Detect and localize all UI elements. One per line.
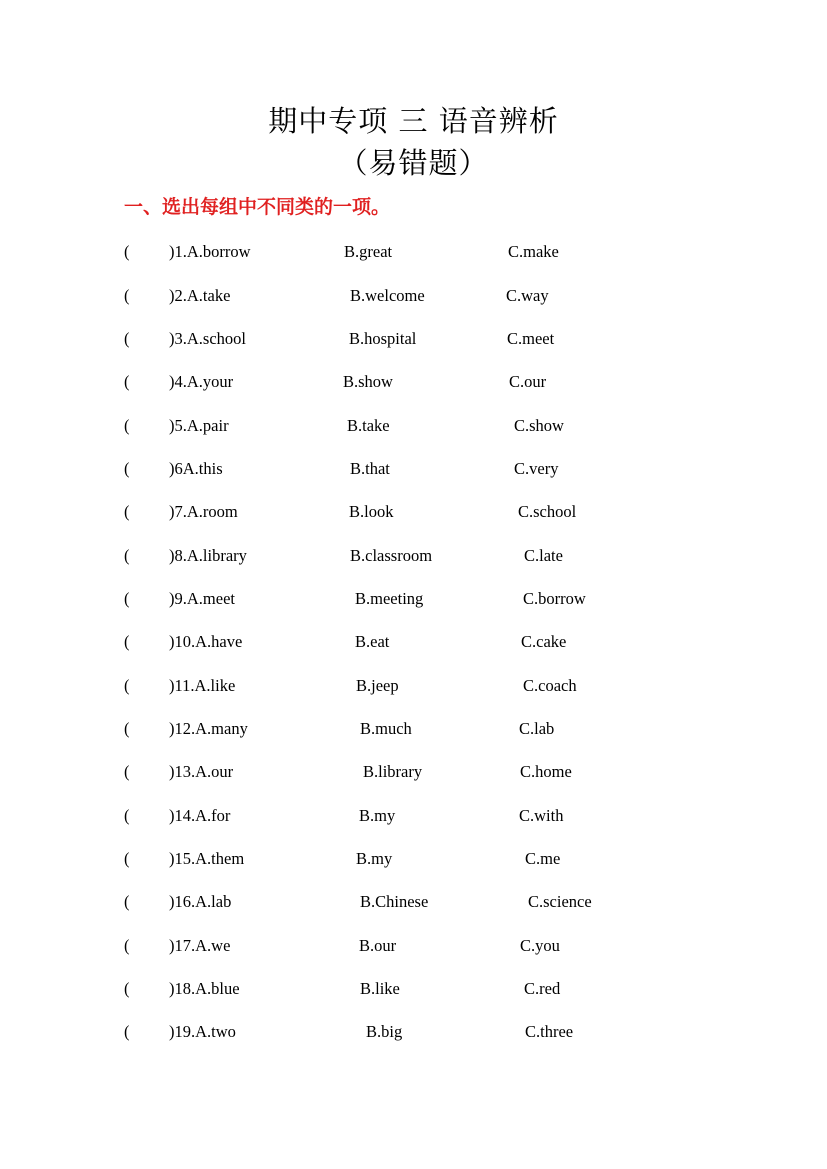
question-row [0,371,827,393]
question-row [0,805,827,827]
option-a: )10.A.have [169,632,243,651]
answer-blank[interactable]: ( [124,459,130,478]
answer-blank[interactable]: ( [124,329,130,348]
question-row [0,761,827,783]
answer-blank[interactable]: ( [124,979,130,998]
option-a: )17.A.we [169,936,231,955]
question-row [0,718,827,740]
option-b: B.welcome [350,286,425,305]
question-row [0,935,827,957]
option-c: C.meet [507,329,555,348]
answer-blank[interactable]: ( [124,372,130,391]
option-b: B.hospital [349,329,417,348]
option-a: )8.A.library [169,546,247,565]
option-a: )6A.this [169,459,223,478]
option-c: C.make [508,242,559,261]
option-a: )4.A.your [169,372,234,391]
section-heading: 一、选出每组中不同类的一项。 [124,196,391,218]
option-a: )2.A.take [169,286,231,305]
answer-blank[interactable]: ( [124,849,130,868]
question-row [0,588,827,610]
question-row [0,631,827,653]
option-b: B.my [356,849,393,868]
option-a: )14.A.for [169,806,231,825]
question-row [0,675,827,697]
answer-blank[interactable]: ( [124,546,130,565]
question-row [0,285,827,307]
option-a: )13.A.our [169,762,234,781]
option-c: C.coach [523,676,577,695]
option-c: C.school [518,502,577,521]
option-c: C.science [528,892,592,911]
option-c: C.home [520,762,572,781]
option-b: B.meeting [355,589,424,608]
answer-blank[interactable]: ( [124,936,130,955]
question-row [0,891,827,913]
answer-blank[interactable]: ( [124,762,130,781]
option-a: )12.A.many [169,719,248,738]
option-c: C.very [514,459,559,478]
option-a: )19.A.two [169,1022,236,1041]
option-c: C.three [525,1022,574,1041]
option-c: C.you [520,936,560,955]
option-b: B.much [360,719,412,738]
option-a: )15.A.them [169,849,245,868]
option-a: )9.A.meet [169,589,235,608]
option-b: B.like [360,979,400,998]
option-a: )5.A.pair [169,416,229,435]
answer-blank[interactable]: ( [124,242,130,261]
option-c: C.me [525,849,561,868]
option-c: C.red [524,979,561,998]
option-c: C.late [524,546,563,565]
option-b: B.classroom [350,546,433,565]
option-b: B.that [350,459,390,478]
option-b: B.great [344,242,393,261]
question-row [0,415,827,437]
answer-blank[interactable]: ( [124,1022,130,1041]
option-a: )11.A.like [169,676,236,695]
page-subtitle: （易错题） [338,146,489,180]
option-a: )1.A.borrow [169,242,251,261]
option-b: B.our [359,936,397,955]
question-row [0,848,827,870]
option-c: C.show [514,416,564,435]
answer-blank[interactable]: ( [124,502,130,521]
option-b: B.show [343,372,393,391]
option-c: C.lab [519,719,555,738]
question-row [0,328,827,350]
option-c: C.cake [521,632,567,651]
answer-blank[interactable]: ( [124,632,130,651]
page-title: 期中专项 三 语音辨析 [268,104,559,138]
question-row [0,241,827,263]
option-c: C.our [509,372,547,391]
option-a: )7.A.room [169,502,238,521]
option-b: B.big [366,1022,403,1041]
option-b: B.look [349,502,394,521]
option-c: C.way [506,286,549,305]
answer-blank[interactable]: ( [124,719,130,738]
answer-blank[interactable]: ( [124,676,130,695]
question-row [0,501,827,523]
option-b: B.Chinese [360,892,429,911]
option-a: )18.A.blue [169,979,240,998]
answer-blank[interactable]: ( [124,806,130,825]
question-row [0,458,827,480]
answer-blank[interactable]: ( [124,589,130,608]
option-b: B.eat [355,632,390,651]
answer-blank[interactable]: ( [124,286,130,305]
answer-blank[interactable]: ( [124,416,130,435]
option-b: B.my [359,806,396,825]
answer-blank[interactable]: ( [124,892,130,911]
question-row [0,545,827,567]
question-row [0,978,827,1000]
option-a: )3.A.school [169,329,246,348]
question-row [0,1021,827,1043]
option-c: C.borrow [523,589,586,608]
option-a: )16.A.lab [169,892,232,911]
option-c: C.with [519,806,564,825]
option-b: B.take [347,416,390,435]
option-b: B.library [363,762,423,781]
option-b: B.jeep [356,676,399,695]
